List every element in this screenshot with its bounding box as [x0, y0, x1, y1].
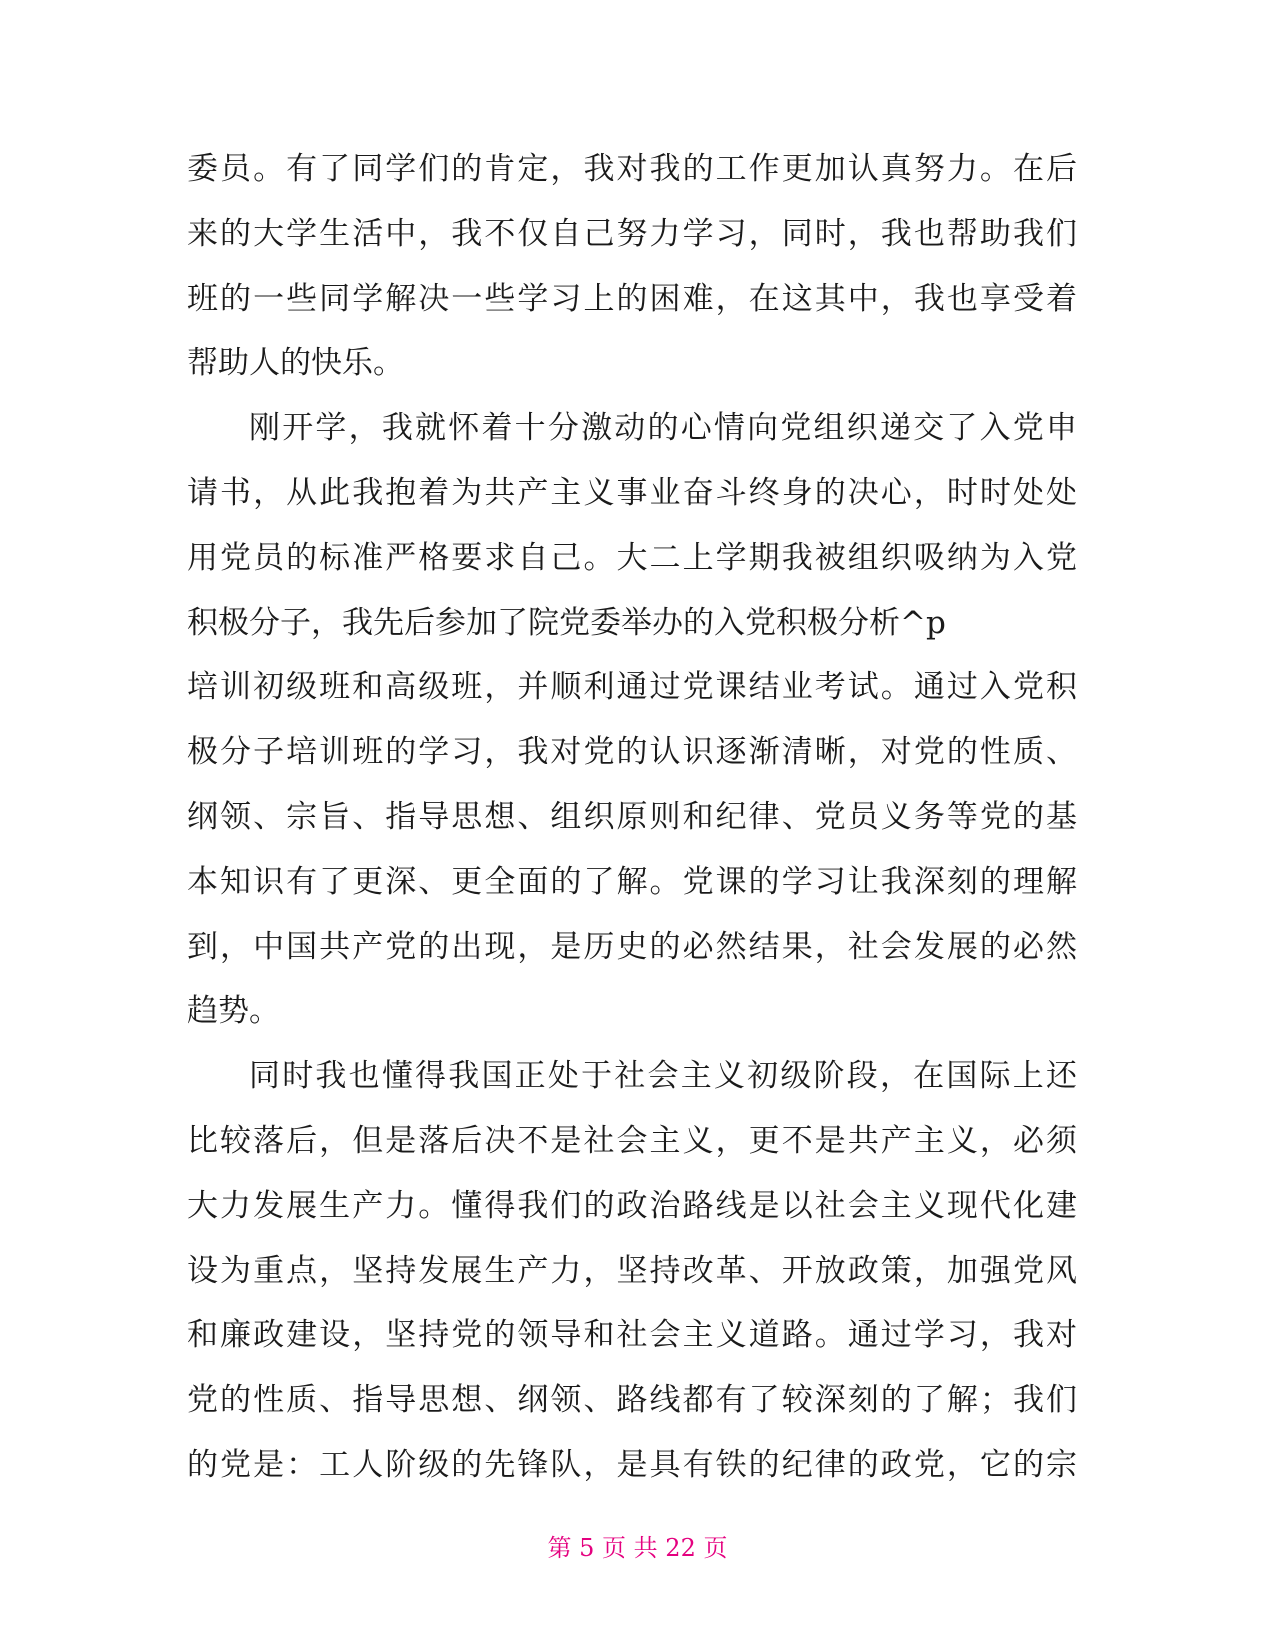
- text-line: 本知识有了更深、更全面的了解。党课的学习让我深刻的理解: [187, 863, 1077, 900]
- text-line: 请书，从此我抱着为共产主义事业奋斗终身的决心，时时处处: [187, 474, 1077, 511]
- text-line: 大力发展生产力。懂得我们的政治路线是以社会主义现代化建: [187, 1187, 1077, 1224]
- text-line: 班的一些同学解决一些学习上的困难，在这其中，我也享受着: [187, 280, 1077, 317]
- text-line: 委员。有了同学们的肯定，我对我的工作更加认真努力。在后: [187, 151, 1077, 187]
- text-line: 同时我也懂得我国正处于社会主义初级阶段，在国际上还: [249, 1058, 1077, 1095]
- text-line: 帮助人的快乐。: [187, 345, 404, 382]
- text-line: 刚开学，我就怀着十分激动的心情向党组织递交了入党申: [249, 410, 1077, 447]
- text-line: 纲领、宗旨、指导思想、组织原则和纪律、党员义务等党的基: [187, 798, 1077, 835]
- text-line: 积极分子，我先后参加了院党委举办的入党积极分析^p: [187, 604, 946, 641]
- text-line: 的党是：工人阶级的先锋队，是具有铁的纪律的政党，它的宗: [187, 1446, 1077, 1483]
- text-line: 用党员的标准严格要求自己。大二上学期我被组织吸纳为入党: [187, 539, 1077, 576]
- text-line: 趋势。: [187, 993, 280, 1030]
- text-line: 党的性质、指导思想、纲领、路线都有了较深刻的了解；我们: [187, 1382, 1077, 1419]
- text-line: 来的大学生活中，我不仅自己努力学习，同时，我也帮助我们: [187, 215, 1077, 252]
- text-line: 和廉政建设，坚持党的领导和社会主义道路。通过学习，我对: [187, 1317, 1077, 1354]
- text-line: 极分子培训班的学习，我对党的认识逐渐清晰，对党的性质、: [187, 734, 1077, 771]
- text-line: 到，中国共产党的出现，是历史的必然结果，社会发展的必然: [187, 928, 1077, 965]
- page-number-footer: 第 5 页 共 22 页: [547, 1534, 728, 1562]
- body-text: [187, 137, 1077, 1498]
- text-line: 设为重点，坚持发展生产力，坚持改革、开放政策，加强党风: [187, 1252, 1077, 1289]
- text-line: 比较落后，但是落后决不是社会主义，更不是共产主义，必须: [187, 1122, 1077, 1159]
- text-line: 培训初级班和高级班，并顺利通过党课结业考试。通过入党积: [187, 669, 1077, 706]
